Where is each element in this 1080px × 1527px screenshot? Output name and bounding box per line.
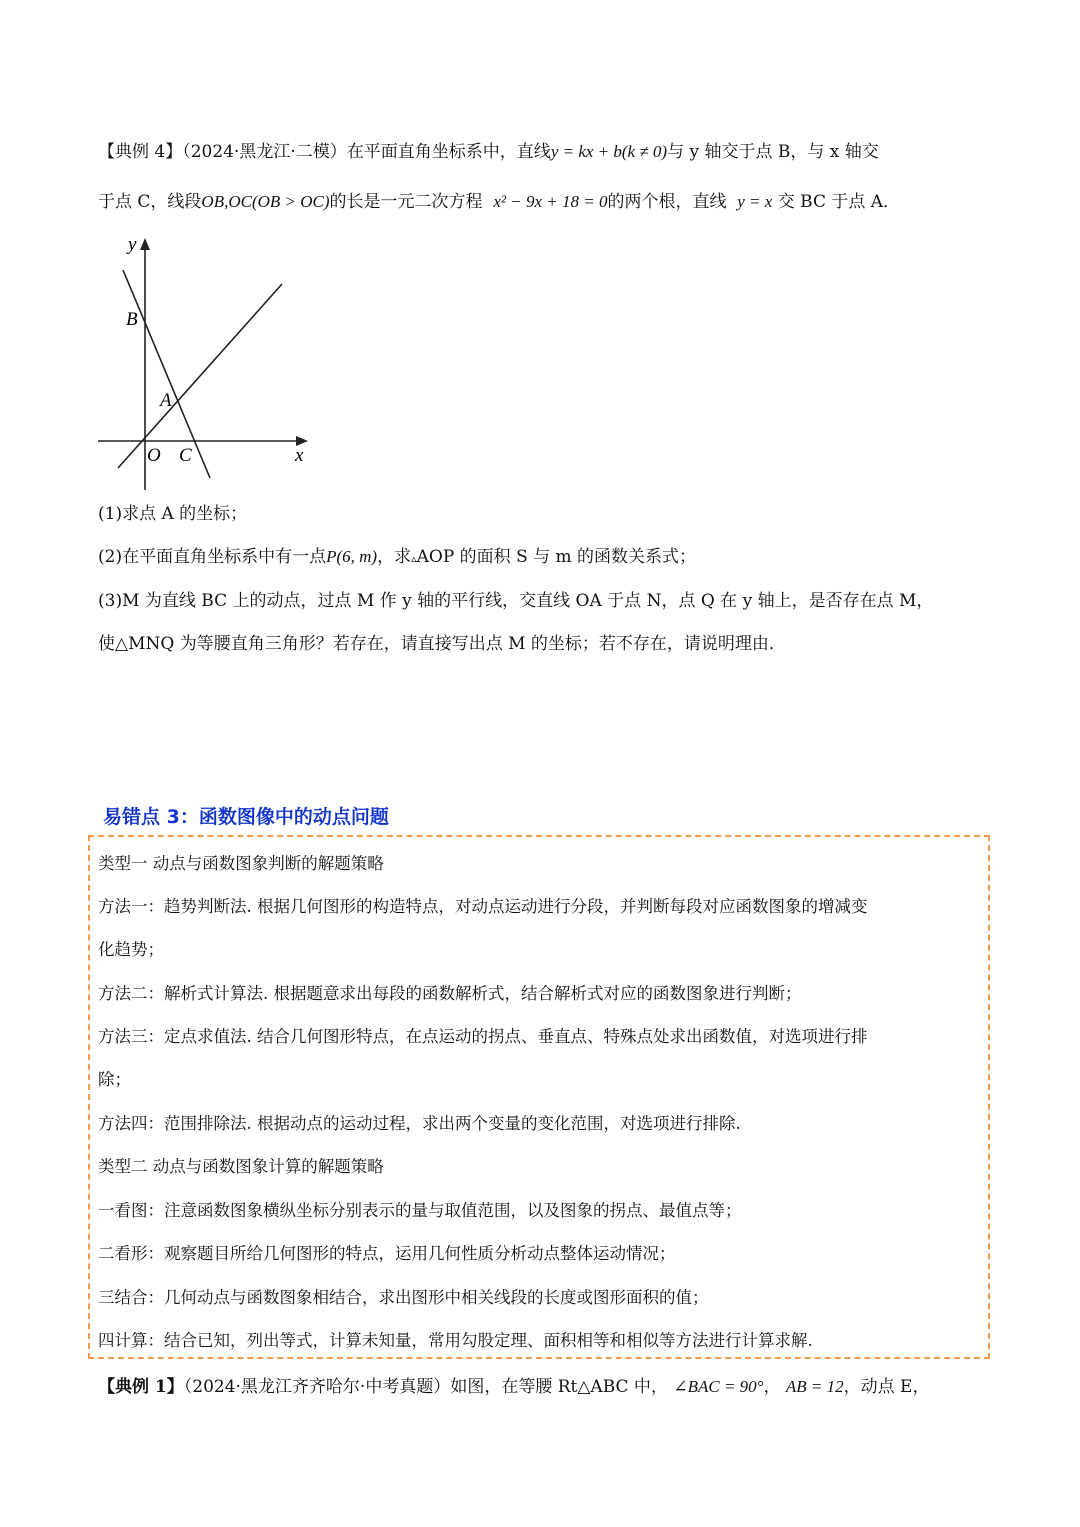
label-x: x: [295, 445, 304, 466]
label-a: A: [160, 390, 172, 411]
example1-text: ，: [763, 1377, 781, 1397]
strategy-line: 化趋势；: [98, 940, 164, 959]
example4-text: 于点 C，线段: [98, 192, 202, 212]
example1-tag: 【典例 1】: [98, 1377, 184, 1397]
coordinate-figure: [90, 228, 320, 493]
label-y: y: [128, 234, 137, 255]
example4-text: 的长是一元二次方程: [329, 192, 483, 212]
line-y-equals-x: y = x: [737, 192, 773, 211]
strategy-line: 二看形：观察题目所给几何图形的特点，运用几何性质分析动点整体运动情况；: [98, 1244, 676, 1263]
question-2: [98, 545, 696, 571]
strategy-line: 三结合：几何动点与函数图象相结合，求出图形中相关线段的长度或图形面积的值；: [98, 1288, 709, 1307]
example4-line-1: [98, 140, 879, 164]
example1-text: （2024·黑龙江齐齐哈尔·中考真题）如图，在等腰 Rt△ABC 中，: [183, 1377, 668, 1397]
question-2-text: ，求: [377, 547, 412, 567]
example1-line: [98, 1375, 929, 1399]
quadratic-equation: x² − 9x + 18 = 0: [493, 192, 608, 211]
example4-text: 交 BC 于点 A．: [777, 192, 901, 212]
strategy-line: 方法二：解析式计算法. 根据题意求出每段的函数解析式，结合解析式对应的函数图象进行判断；: [98, 984, 802, 1003]
strategy-line: 一看图：注意函数图象横纵坐标分别表示的量与取值范围，以及图象的拐点、最值点等；: [98, 1201, 742, 1220]
strategy-line: 除；: [98, 1070, 131, 1089]
strategy-line: 四计算：结合已知，列出等式，计算未知量，常用勾股定理、面积相等和相似等方法进行计算求解.: [98, 1331, 813, 1350]
line-formula: y = kx + b(k ≠ 0): [550, 142, 668, 161]
label-c: C: [179, 445, 192, 466]
strategy-line: 类型二 动点与函数图象计算的解题策略: [98, 1157, 384, 1176]
question-3-line-2: 使△MNQ 为等腰直角三角形？若存在，请直接写出点 M 的坐标；若不存在，请说明理由．: [98, 634, 786, 654]
example4-text: 的两个根，直线: [607, 192, 727, 212]
question-2-text: (2)在平面直角坐标系中有一点: [98, 547, 327, 567]
strategy-line: 方法三：定点求值法. 结合几何图形特点，在点运动的拐点、垂直点、特殊点处求出函数值，对选项进行排: [98, 1027, 868, 1046]
strategy-line: 类型一 动点与函数图象判断的解题策略: [98, 854, 384, 873]
strategy-line: 方法一：趋势判断法. 根据几何图形的构造特点，对动点运动进行分段，并判断每段对应函数图象的增减变: [98, 897, 868, 916]
example4-line-2: [98, 190, 900, 214]
example4-text: 与 y 轴交于点 B，与 x 轴交: [667, 142, 879, 162]
example4-tag: 【典例 4】: [98, 142, 183, 162]
label-b: B: [126, 309, 138, 330]
y-axis-arrow-icon: [140, 238, 150, 250]
angle-bac: ∠BAC = 90°: [673, 1377, 764, 1396]
example4-text: 在平面直角坐标系中，直线: [346, 142, 551, 162]
question-3-line-1: (3)M 为直线 BC 上的动点，过点 M 作 y 轴的平行线，交直线 OA 于点 N，点 Q 在 y 轴上，是否存在点 M，: [98, 591, 934, 611]
question-2-text: AOP 的面积 S 与 m 的函数关系式；: [416, 547, 697, 567]
triangle-symbol: ▵: [411, 552, 417, 565]
section-heading: 易错点 3：函数图像中的动点问题: [103, 806, 389, 828]
segments-formula: OB,OC(OB > OC): [201, 192, 330, 211]
length-ab: AB = 12: [785, 1377, 844, 1396]
question-1: (1)求点 A 的坐标；: [98, 504, 248, 524]
point-p: P(6, m): [326, 547, 378, 566]
example1-text: ，动点 E，: [843, 1377, 930, 1397]
label-o: O: [147, 445, 161, 466]
example4-source: （2024·黑龙江·二模）: [182, 142, 347, 162]
strategy-line: 方法四：范围排除法. 根据动点的运动过程，求出两个变量的变化范围，对选项进行排除.: [98, 1114, 741, 1133]
